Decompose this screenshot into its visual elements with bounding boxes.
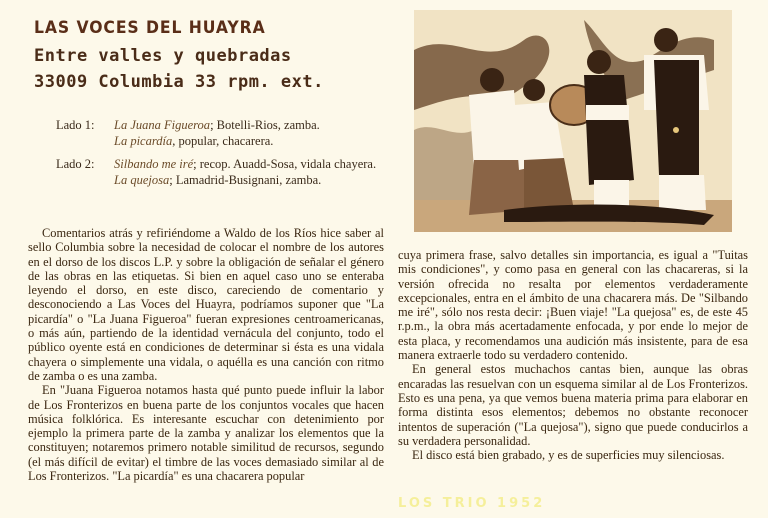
- track-item: [114, 134, 320, 150]
- track-list: [56, 118, 386, 196]
- track-item: [114, 118, 320, 134]
- side-2: [56, 157, 386, 188]
- catalog-number: 33009 Columbia 33 rpm. ext.: [34, 72, 324, 92]
- track-title: La Juana Figueroa: [114, 118, 211, 132]
- track-item: [114, 157, 376, 173]
- artist-title: LAS VOCES DEL HUAYRA: [34, 18, 266, 38]
- track-info: ; Lamadrid-Busignani, zamba.: [169, 172, 322, 187]
- track-info: ; Botelli-Rios, zamba.: [210, 118, 320, 132]
- album-title: Entre valles y quebradas: [34, 46, 292, 66]
- track-item: [114, 173, 376, 189]
- side-1: [56, 118, 386, 149]
- track-title: La quejosa: [114, 172, 170, 187]
- band-photo: [414, 10, 732, 232]
- review-paragraph: El disco está bien grabado, y es de superficies muy silenciosas.: [412, 448, 725, 463]
- review-left-column: [28, 226, 384, 483]
- track-info: , popular, chacarera.: [172, 133, 274, 148]
- band-photo-image: [414, 10, 732, 232]
- review-right-column: [398, 248, 748, 462]
- side-label: Lado 2:: [56, 157, 95, 171]
- review-paragraph: En general estos muchachos cantas bien, aunque las obras encaradas las resuelvan con un esquema similar al de Los Fronterizos. Esto es una pena, ya que vemos buena materia prima para elaborar en forma distinta esos elementos; debemos no obstante reconocer intentos de superación ("La quejosa"), signo que puede conducirlos a su verdadera personalidad.: [398, 362, 748, 448]
- review-paragraph: Comentarios atrás y refiriéndome a Waldo de los Ríos hice saber al sello Columbia sobre la necesidad de colocar el nombre de los autores en el dorso de los discos L.P. y sobre la obligación de señalar el género de las obras en las etiquetas. Si bien en aquel caso uno se enteraba leyendo el dorso, en este disco, careciendo de comentario y desconociendo a Las Voces del Huayra, podríamos suponer que "La picardía" o "La Juana Figueroa" fueran expresiones centroamericanas, o más aún, partiendo de la identidad vernácula del conjunto, todo el público oyente está en condiciones de determinar si ésta es una vidala chayera o simplemente una vidala, o aquélla es una canción con ritmo de zamba o es una zamba.: [28, 226, 384, 383]
- review-paragraph: cuya primera frase, salvo detalles sin importancia, es igual a "Tuitas mis condiciones", y como pasa en general con las chacareras, si la versión ofrecida no resalta por elementos verdaderamente excepcionales, entra en el ámbito de una chacarera más. De "Silbando me iré", sólo nos resta decir: ¡Buen viaje! "La quejosa" es, de este 45 r.p.m., la obra más acertadamente enfocada, y por ende lo mejor de esta placa, y recomendamos una audición más insistente, para de esa manera extraerle todo su verdadero contenido.: [398, 248, 748, 363]
- review-paragraph: En "Juana Figueroa notamos hasta qué punto puede influir la labor de Los Fronterizos en buena parte de los conjuntos vocales que hacen música folklórica. Es interesante escuchar con detenimiento por ejemplo la primera parte de la zamba y analizar los elementos que la constituyen; notaremos primero notable similitud de recursos, segundo (el más difícil de evitar) el timbre de las voces demasiado similar al de Los Fronterizos. "La picardía" es una chacarera popular: [28, 383, 384, 484]
- track-title: Silbando me iré: [114, 157, 194, 171]
- track-title: La picardía: [114, 133, 173, 148]
- faded-show-through-text: LOS TRIO 1952: [398, 496, 546, 511]
- track-info: ; recop. Auadd-Sosa, vidala chayera.: [193, 157, 377, 171]
- side-label: Lado 1:: [56, 118, 95, 132]
